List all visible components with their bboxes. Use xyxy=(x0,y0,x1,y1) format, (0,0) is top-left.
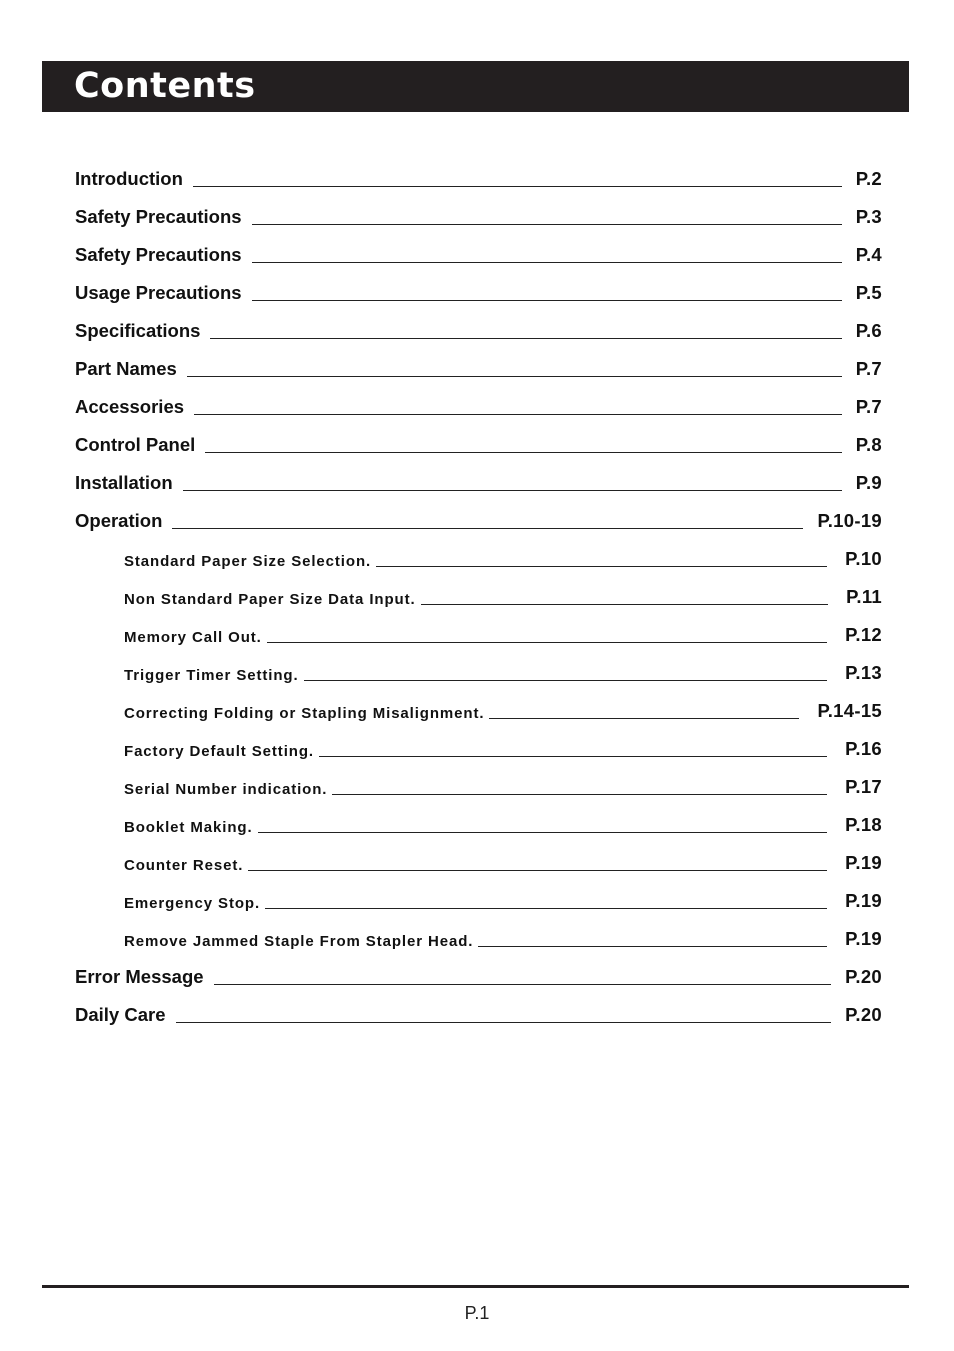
toc-entry-page: P.19 xyxy=(845,928,882,949)
toc-subentry[interactable] xyxy=(75,538,882,576)
toc-entry-label: Usage Precautions xyxy=(75,282,242,303)
footer-page-number: P.1 xyxy=(464,1303,490,1323)
toc-subentry[interactable] xyxy=(75,918,882,956)
toc-entry-label: Part Names xyxy=(75,358,177,379)
toc-leader-line xyxy=(183,490,842,491)
toc-entry-page: P.7 xyxy=(855,396,882,417)
toc-entry-page: P.14-15 xyxy=(817,700,882,721)
toc-leader-line xyxy=(478,946,827,947)
toc-subentry[interactable] xyxy=(75,652,882,690)
toc-entry[interactable] xyxy=(75,348,882,386)
toc-entry-page: P.17 xyxy=(845,776,882,797)
table-of-contents xyxy=(75,158,882,1032)
toc-subentry[interactable] xyxy=(75,880,882,918)
toc-leader-line xyxy=(265,908,827,909)
toc-entry-page: P.19 xyxy=(845,852,882,873)
toc-entry-page: P.6 xyxy=(855,320,882,341)
toc-leader-line xyxy=(304,680,828,681)
toc-entry-label: Error Message xyxy=(75,966,204,987)
toc-entry[interactable] xyxy=(75,272,882,310)
toc-leader-line xyxy=(210,338,841,339)
toc-entry-page: P.2 xyxy=(855,168,882,189)
toc-entry-page: P.7 xyxy=(855,358,882,379)
toc-entry-page: P.10 xyxy=(845,548,882,569)
toc-entry-page: P.12 xyxy=(845,624,882,645)
toc-leader-line xyxy=(332,794,827,795)
toc-entry-label: Operation xyxy=(75,510,163,531)
toc-entry-label: Safety Precautions xyxy=(75,206,242,227)
toc-subentry[interactable] xyxy=(75,614,882,652)
toc-leader-line xyxy=(193,186,842,187)
toc-entry-page: P.9 xyxy=(855,472,882,493)
toc-entry-label: Accessories xyxy=(75,396,185,417)
toc-entry-label: Daily Care xyxy=(75,1004,166,1025)
toc-entry-label: Specifications xyxy=(75,320,201,341)
toc-entry-label: Trigger Timer Setting. xyxy=(124,667,299,684)
toc-entry-page: P.3 xyxy=(855,206,882,227)
toc-entry[interactable] xyxy=(75,196,882,234)
toc-subentry[interactable] xyxy=(75,842,882,880)
page-title: Contents xyxy=(74,66,256,106)
toc-entry-page: P.18 xyxy=(845,814,882,835)
toc-subentry[interactable] xyxy=(75,576,882,614)
toc-entry[interactable] xyxy=(75,994,882,1032)
toc-subentry[interactable] xyxy=(75,804,882,842)
toc-leader-line xyxy=(248,870,827,871)
toc-entry-label: Safety Precautions xyxy=(75,244,242,265)
toc-entry-label: Correcting Folding or Stapling Misalignment. xyxy=(124,705,485,722)
toc-leader-line xyxy=(194,414,842,415)
toc-leader-line xyxy=(176,1022,832,1023)
toc-entry[interactable] xyxy=(75,424,882,462)
toc-entry-page: P.8 xyxy=(855,434,882,455)
toc-entry-label: Memory Call Out. xyxy=(124,629,262,646)
toc-entry[interactable] xyxy=(75,956,882,994)
toc-entry[interactable] xyxy=(75,386,882,424)
toc-leader-line xyxy=(252,300,842,301)
toc-leader-line xyxy=(421,604,829,605)
toc-entry-page: P.10-19 xyxy=(817,510,882,531)
toc-leader-line xyxy=(376,566,827,567)
toc-entry-label: Remove Jammed Staple From Stapler Head. xyxy=(124,933,474,950)
toc-entry-page: P.16 xyxy=(845,738,882,759)
toc-leader-line xyxy=(489,718,799,719)
toc-subentry[interactable] xyxy=(75,690,882,728)
toc-entry[interactable] xyxy=(75,158,882,196)
toc-entry-label: Non Standard Paper Size Data Input. xyxy=(124,591,416,608)
toc-leader-line xyxy=(205,452,841,453)
toc-entry-page: P.4 xyxy=(855,244,882,265)
toc-entry-label: Factory Default Setting. xyxy=(124,743,314,760)
toc-entry-label: Standard Paper Size Selection. xyxy=(124,553,372,570)
toc-leader-line xyxy=(172,528,803,529)
toc-entry-label: Introduction xyxy=(75,168,183,189)
toc-entry-label: Serial Number indication. xyxy=(124,781,328,798)
toc-leader-line xyxy=(319,756,827,757)
toc-entry[interactable] xyxy=(75,234,882,272)
toc-entry[interactable] xyxy=(75,500,882,538)
toc-entry-page: P.20 xyxy=(845,966,882,987)
toc-leader-line xyxy=(214,984,832,985)
toc-entry-label: Control Panel xyxy=(75,434,196,455)
toc-leader-line xyxy=(252,224,842,225)
toc-entry-label: Installation xyxy=(75,472,173,493)
toc-entry-page: P.11 xyxy=(846,586,882,607)
toc-leader-line xyxy=(252,262,842,263)
footer-divider xyxy=(42,1285,909,1288)
toc-subentry[interactable] xyxy=(75,728,882,766)
toc-entry-label: Booklet Making. xyxy=(124,819,253,836)
toc-entry-page: P.5 xyxy=(855,282,882,303)
toc-leader-line xyxy=(187,376,842,377)
toc-leader-line xyxy=(267,642,827,643)
toc-entry-page: P.13 xyxy=(845,662,882,683)
title-bar xyxy=(42,61,909,112)
toc-leader-line xyxy=(258,832,828,833)
toc-entry-label: Counter Reset. xyxy=(124,857,244,874)
toc-entry-label: Emergency Stop. xyxy=(124,895,261,912)
toc-entry[interactable] xyxy=(75,462,882,500)
toc-entry-page: P.19 xyxy=(845,890,882,911)
toc-subentry[interactable] xyxy=(75,766,882,804)
toc-entry-page: P.20 xyxy=(845,1004,882,1025)
toc-entry[interactable] xyxy=(75,310,882,348)
